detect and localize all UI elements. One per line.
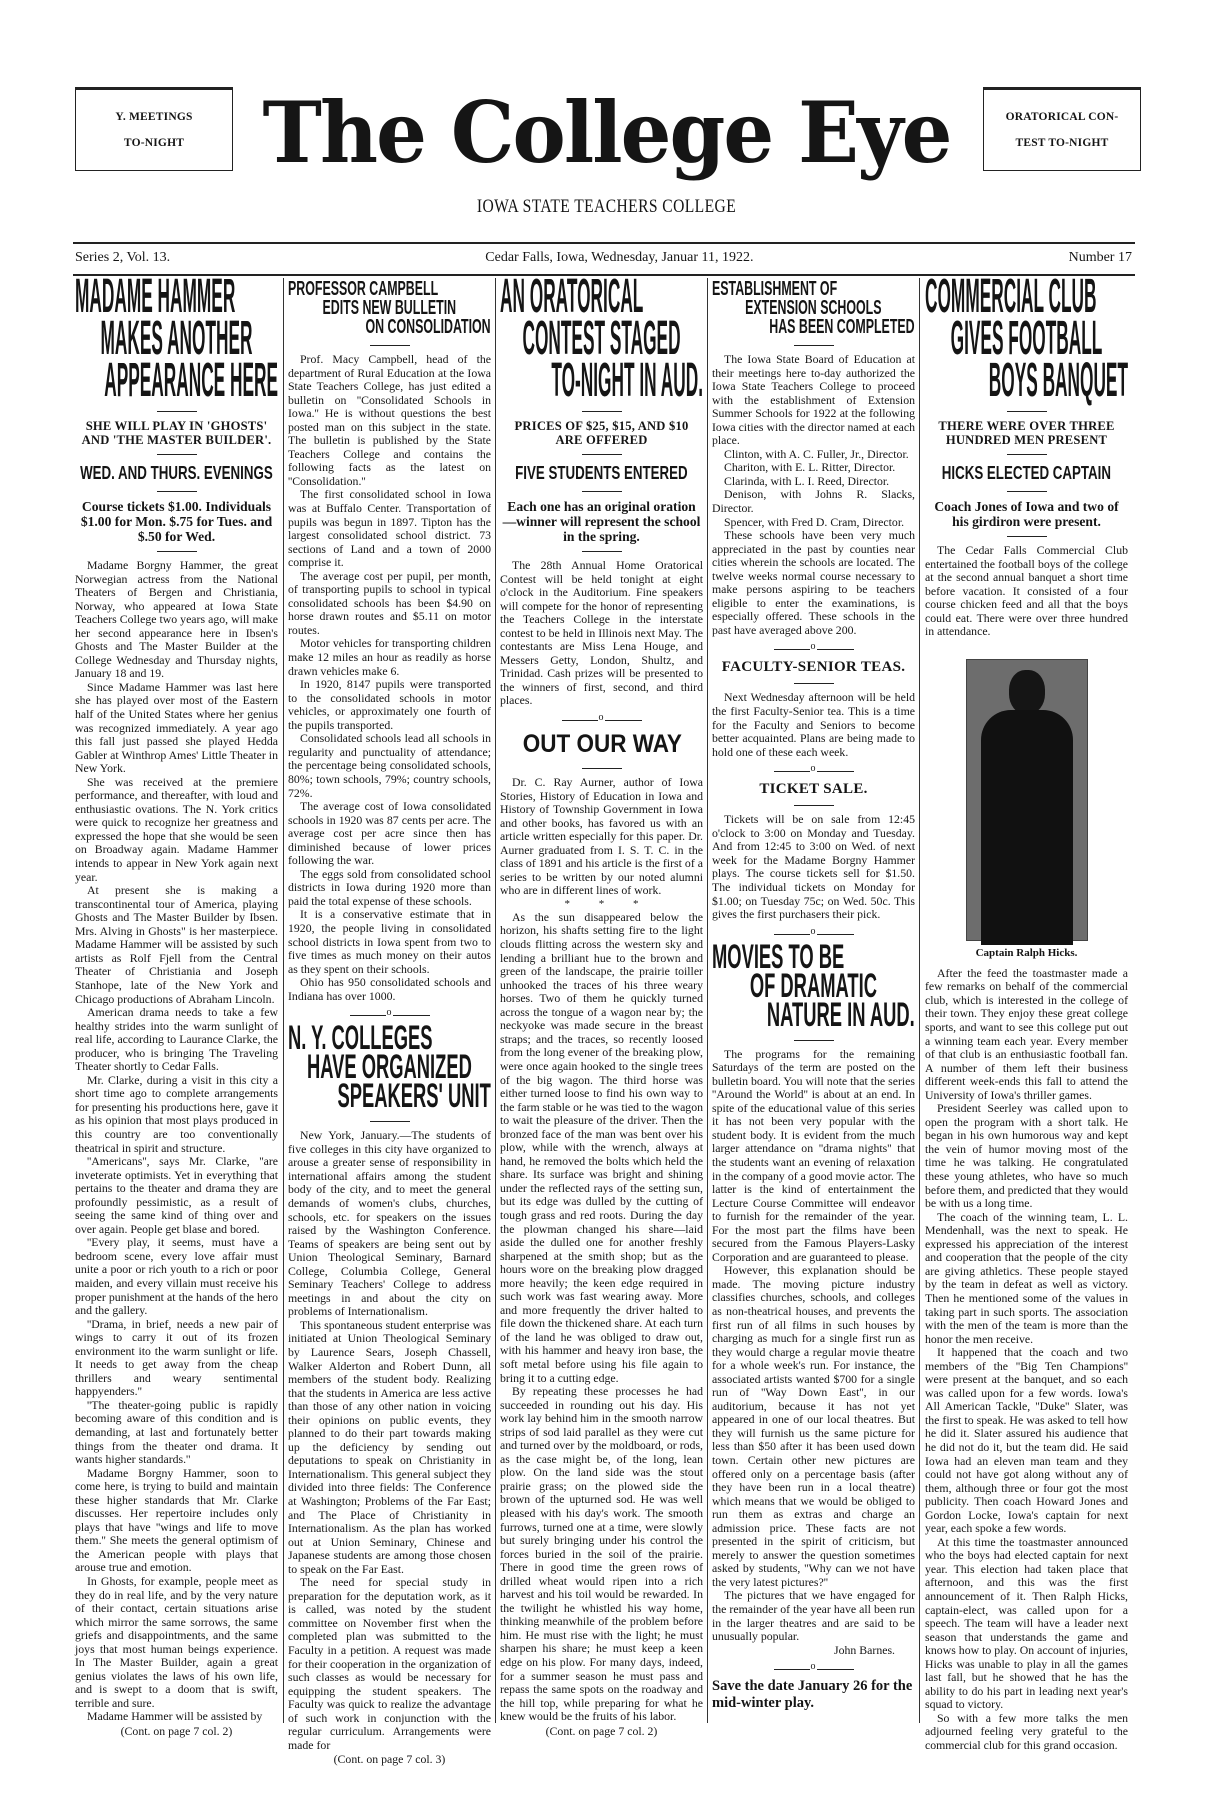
article-paragraph: The need for special study in preparation for the deputation work, as it is called, was noted by the student committee on November first when the completed plan was submitted to the Faculty in a petition. A request was made for their cooperation in the organization of such classes as would be necessary for equipping the student speakers. The Faculty was quick to realize the advantage of such work in conjunction with the regular curriculum. Arrangements were made for	[288, 1575, 491, 1752]
article-paragraph: New York, January.—The students of five colleges in this city have organized to arouse a greater sense of responsibility in international affairs among the student body of the city, and to meet the general demands of women's clubs, churches, schools, etc. for speakers on the issues raised by the Washington Conference. Teams of speakers are being sent out by Union Theological Seminary, Barnard College, Columbia College, General Seminary Teachers' College to address meetings in and about the city on problems of Internationalism.	[288, 1128, 491, 1319]
column-2	[288, 278, 491, 1767]
headline-summary: Course tickets $1.00. Individuals $1.00 for Mon. $.75 for Tues. and $.50 for Wed.	[80, 499, 273, 544]
headline-line: ON CONSOLIDATION	[365, 316, 491, 338]
article-paragraph: Madame Borgny Hammer, the great Norwegian actress from the National Theaters of Bergen and Christiania, Norway, who appeared at Iowa State Teachers College two years ago, will make her second appearance here in Ibsen's Ghosts and The Master Builder at the College Wednesday and Thursday nights, January 18 and 19.	[75, 558, 278, 681]
article-paragraph: ''Every play, it seems, must have a bedroom scene, every love affair must unite a poor or rich youth to a rich or poor maiden, and every villain must receive his proper punishment at the hands of the hero and the gallery.	[75, 1235, 278, 1318]
photo-figure	[925, 659, 1128, 959]
dateline: Cedar Falls, Iowa, Wednesday, Januar 11, 1922.	[485, 250, 754, 265]
headline-line: SPEAKERS' UNIT	[337, 1077, 491, 1116]
article-paragraph: So with a few more talks the men adjourned feeling very grateful to the commercial club for this grand occasion.	[925, 1710, 1128, 1752]
article-paragraph: She was received at the premiere performance, and thereafter, with loud and enthusiastic ovations. The N. York critics were quick to recognize her greatness and expressed the hope that she would be seen on Broadway again. Madame Hammer intends to appear in New York again next year.	[75, 774, 278, 884]
divider-rule	[1007, 454, 1047, 455]
column-3	[500, 270, 704, 1740]
article-paragraph: The first consolidated school in Iowa was at Buffalo Center. Transportation of pupils was begun in 1897. Tipton has the largest consolidated school district. 73 sections of Land and a town of 2000 comprise it.	[288, 487, 491, 570]
article-paragraph: Madame Borgny Hammer, soon to come here, is trying to build and maintain these higher standards that Mr. Clarke discusses. Her repertoire includes only plays that have ''wings and life to move them.'' She meets the general optimism of the American people with plays that arouse true and emotion.	[75, 1465, 278, 1575]
column-1	[75, 270, 279, 1740]
portrait-photo	[966, 659, 1088, 941]
dateline-bar	[75, 250, 1132, 266]
continuation-note: (Cont. on page 7 col. 2)	[120, 1724, 233, 1739]
article-paragraph: Consolidated schools lead all schools in regularity and punctuality of attendance; the percentage being consolidated schools, 80%; town schools, 79%; country schools, 72%.	[288, 731, 491, 800]
headline-deck: THERE WERE OVER THREE HUNDRED MEN PRESENT	[938, 419, 1115, 447]
divider-rule	[794, 1040, 834, 1041]
headline-line: MAKES ANOTHER	[100, 312, 253, 365]
headline-line: N. Y. COLLEGES	[288, 1019, 433, 1058]
section-divider	[350, 1015, 430, 1016]
headline-line: GIVES FOOTBALL	[950, 312, 1103, 365]
column-5	[925, 270, 1129, 1752]
headline-line: AN ORATORICAL	[500, 270, 644, 323]
headline-line: ESTABLISHMENT OF	[712, 278, 838, 300]
article-paragraph: Prof. Macy Campbell, head of the department of Rural Education at the Iowa State Teachers College, has just edited a bulletin on ''Consolidated Schools in Iowa.'' He is without questions the best posted man on this subject in the state. The bulletin is published by the State Teachers College and contains the following facts as the latest on ''Consolidation.''	[288, 352, 491, 488]
section-divider	[774, 649, 854, 650]
masthead-title: The College Eye	[262, 83, 951, 182]
article-paragraph: ''Drama, in brief, needs a new pair of wings to carry it out of its frozen environment ito the warm sunlight or life. It needs to get away from the cheap thrillers and weary sentimental happyenders.''	[75, 1316, 278, 1399]
headline-line: PROFESSOR CAMPBELL	[288, 278, 439, 300]
article-paragraph: This spontaneous student enterprise was initiated at Union Theological Seminary by Laurence Sears, Joseph Chassell, Walker Alderton and Robert Dunn, all members of the student body. Realizing that the students in America are less active than those of any other nation in voicing their opinions on public events, they planned to do their part towards making up the deficiency by sending out deputations to speak on Christianity in Internationalism. This general subject they divided into three fields: The Conference at Washington; Problems of the Far East; and The Place of Christianity in Internationalism. As the plan has worked out at Union Seminary, Chinese and Japanese students are among those chosen to speak on the Far East.	[288, 1317, 491, 1576]
column-divider	[283, 278, 284, 1723]
divider-rule	[157, 491, 197, 492]
headline-summary: Coach Jones of Iowa and two of his girdiron were present.	[934, 499, 1119, 529]
ear-box-right	[983, 87, 1141, 171]
article-paragraph: President Seerley was called upon to open the program with a short talk. He began in his own humorous way and kept the vein of humor moving most of the time he was talking. He congratulated these young athletes, who have so much before them, and predicted that they would be with us a long time.	[925, 1101, 1128, 1211]
series-volume: Series 2, Vol. 13.	[75, 250, 171, 265]
article-paragraph: The average cost of Iowa consolidated schools in 1920 was 87 cents per acre. The average cost per acre since then has diminished because of lower prices following the war.	[288, 799, 491, 868]
article-paragraph: ''The theater-going public is rapidly becoming aware of this condition and is demanding, at last and fortunately better things from the theater ond drama. It wants higher standards.''	[75, 1397, 278, 1467]
article-paragraph: The pictures that we have engaged for the remainder of the year have all been run in the larger theatres and are said to be unusually popular.	[712, 1588, 915, 1644]
headline	[712, 937, 915, 1034]
issue-number: Number 17	[1068, 250, 1132, 265]
headline	[75, 270, 279, 407]
ear-left-line-1: Y. MEETINGS	[115, 111, 193, 123]
article-paragraph: Ohio has 950 consolidated schools and Indiana has over 1000.	[288, 975, 491, 1003]
article-paragraph: The 28th Annual Home Oratorical Contest will be held tonight at eight o'clock in the Auditorium. Fine speakers will compete for the honor of representing the Teachers College in the interstate contest to be held in Illinois next May. The contestants are Miss Lena Houge, and Messers Getty, London, Shultz, and Trinidad. Cash prizes will be presented to the winners of first, second, and third places.	[500, 558, 703, 708]
headline-line: TO-NIGHT IN AUD.	[551, 354, 704, 407]
article-paragraph: Next Wednesday afternoon will be held the first Faculty-Senior tea. This is a time for the Faculty and Seniors to become better acquainted. Plans are being made to hold one of these each week.	[712, 690, 915, 759]
column-4	[712, 280, 915, 1740]
article-paragraph: Motor vehicles for transporting children make 12 miles an hour as readily as horse drawn vehicles make 6.	[288, 636, 491, 678]
divider-rule	[1007, 411, 1047, 412]
article-paragraph: Since Madame Hammer was last here she has played over most of the Eastern half of the United States where her genius was recognized immediately. A year ago this fall just passed she played Hedda Gabler at Winthrop Ames' Little Theater in New York.	[75, 679, 278, 776]
article-paragraph: By repeating these processes he had succeeded in rounding out his day. His work lay behind him in the smooth narrow strips of sod laid parallel as they were cut and turned over by the moldboard, or rods, as the case might be, of the long, lean plow. On the land side was the stout prairie grass; on the plowed side the brown of the upturned sod. He was well pleased with his day's work. The smooth furrows, turned one at a time, were slowly but surely bringing under his control the forces buried in the soil of the prairie. There in good time the green rows of drilled wheat would ripen into a rich harvest and his toil would be rewarded. In the twilight he whistled his way home, thinking meanwhile of the problem before him. He must rise with the light; he must sharpen his share; he must keep a keen edge on his plow. For many days, indeed, for a summer season he must pass and repass the same spots on the roadway and the hill top, while preparing for what he knew would be the fruits of his labor.	[500, 1384, 703, 1724]
divider-rule	[582, 411, 622, 412]
continuation-note: (Cont. on page 7 col. 3)	[333, 1752, 446, 1767]
article-paragraph: Spencer, with Fred D. Cram, Director.	[724, 514, 905, 529]
continuation-note: (Cont. on page 7 col. 2)	[545, 1723, 658, 1738]
ear-box-left	[75, 87, 233, 171]
announcement: Save the date January 26 for the mid-winter play.	[712, 1678, 913, 1712]
divider-rule	[157, 454, 197, 455]
divider-rule	[582, 768, 622, 769]
article-paragraph: As the sun disappeared below the horizon, his shafts setting fire to the light clouds flitting across the western sky and lending a brilliant hue to the brown and green of the landscape, the prairie toiller unhooked the traces of his three weary horses. Two of them he quickly turned across the tongue of a wagon near by; the neckyoke was made secure in the breast straps; and the traces, so recently loosed from the long evener of the breaking plow, were once again hooked to the single trees of the big wagon. The third horse was either turned loose to find his own way to the farm stable or he was tied to the wagon to wait the pleasure of the driver. Then the bronzed face of the man was bent over his plow, while with the wrench, always at hand, he removed the bolts which held the share. Its surface was bright and shining under the reflected rays of the setting sun, but its edge was dulled by the cutting of tough grass and red roots. During the day the plowman changed his share—laid aside the dulled one for another freshly sharpened at the smith shop; but as the hours wore on the breaking plow dragged more heavily; the keen edge required in such work was fast wearing away. More and more frequently the driver halted to file down the thickened share. At each turn of the land he was obliged to draw out, with his hammer and heavy iron base, the soft metal before using his file again to bring it to a cutting edge.	[500, 909, 703, 1385]
headline	[288, 1019, 491, 1116]
photo-caption: Captain Ralph Hicks.	[975, 946, 1078, 959]
headline-line: BOYS BANQUET	[988, 354, 1129, 407]
section-divider	[774, 771, 854, 772]
headline-line: APPEARANCE HERE	[104, 354, 279, 407]
ear-right-line-2: TEST TO-NIGHT	[1015, 137, 1109, 149]
headline	[500, 270, 704, 407]
headline-summary: Each one has an original oration —winner will represent the school in the spring.	[502, 499, 701, 544]
article-paragraph: Mr. Clarke, during a visit in this city a short time ago to complete arrangements for presenting his productions here, gave it as his opinion that most plays produced in this country are too conventionally theatrical in spirit and structure.	[75, 1072, 278, 1155]
photo-body	[981, 710, 1073, 945]
divider-rule	[370, 345, 410, 346]
ear-left-line-2: TO-NIGHT	[123, 137, 185, 149]
headline-line: OF DRAMATIC	[749, 966, 877, 1005]
headline	[288, 280, 491, 338]
subheadline: HICKS ELECTED CAPTAIN	[941, 463, 1112, 483]
headline-line: MOVIES TO BE	[712, 937, 845, 976]
section-divider	[774, 1669, 854, 1670]
column-divider	[707, 278, 708, 1723]
divider-rule	[794, 683, 834, 684]
divider-rule	[582, 454, 622, 455]
article-paragraph: Chariton, with E. L. Ritter, Director.	[724, 460, 896, 475]
article-paragraph: The Iowa State Board of Education at their meetings here to-day authorized the Iowa State Teachers College to proceed with the establishment of Extension Summer Schools for 1922 at the following Iowa cities with the director named at each place.	[712, 352, 915, 448]
article-paragraph: After the feed the toastmaster made a few remarks on behalf of the commercial club, which is interested in the college of their town. They enjoy these great college sports, and want to see this college put out a winning team each year. Every member of that club is an enthusiastic football fan. A number of them left their business different week-ends this fall to attend the University of Iowa's thriller games.	[925, 965, 1128, 1102]
article-paragraph: In 1920, 8147 pupils were transported to the consolidated schools in motor vehicles, or approximately one fourth of the pupils transported.	[288, 677, 491, 732]
article-paragraph: The Cedar Falls Commercial Club entertained the football boys of the college at the second annual banquet a short time before vacation. It consisted of a four course chicken feed and all that the boys could eat. There were over three hundred in attendance.	[925, 543, 1128, 639]
divider-rule	[370, 1121, 410, 1122]
article-paragraph: ''Americans'', says Mr. Clarke, ''are inveterate optimists. Yet in everything that pertains to the theater and drama they are profoundly pessimistic, as a result of seeing the same kind of thing over and over again. People get blase and bored.	[75, 1154, 278, 1236]
column-divider	[495, 278, 496, 1723]
article-paragraph: In Ghosts, for example, people meet as they do in real life, and by the very nature of their contact, certain situations arise which mirror the same sorrows, the same griefs and disappointments, and the same joys that most human beings experience. In The Master Builder, again a great genius violates the laws of his own life, and is swept to a doom that is swift, terrible and sure.	[75, 1574, 278, 1710]
section-divider	[774, 934, 854, 935]
ear-right-line-1: ORATORICAL CON-	[1005, 111, 1119, 123]
headline-line: COMMERCIAL CLUB	[925, 270, 1097, 323]
headline-line: EXTENSION SCHOOLS	[745, 297, 882, 319]
divider-rule	[794, 345, 834, 346]
headline-line: CONTEST STAGED	[522, 312, 681, 365]
article-paragraph: Madame Hammer will be assisted by	[87, 1709, 263, 1724]
headline-deck: SHE WILL PLAY IN 'GHOSTS' AND 'THE MASTER BUILDER'.	[81, 419, 272, 447]
divider-rule	[157, 411, 197, 412]
divider-rule	[582, 491, 622, 492]
headline-line: EDITS NEW BULLETIN	[322, 297, 457, 319]
article-paragraph: Clarinda, with L. I. Reed, Director.	[724, 473, 890, 488]
subheadline: WED. AND THURS. EVENINGS	[80, 463, 273, 483]
headline-line: OUT OUR WAY	[522, 730, 682, 759]
section-headline: TICKET SALE.	[759, 781, 868, 798]
article-paragraph: The coach of the winning team, L. L. Mendenhall, was the next to speak. He expressed his appreciation of the interest and cooperation that the people of the city are giving athletics. These people stayed by the team in defeat as well as victory. Then he mentioned some of the values in taking part in such sports. The association with the men of the team is more than the honor the men receive.	[925, 1209, 1128, 1346]
headline-deck: PRICES OF $25, $15, AND $10 ARE OFFERED	[514, 419, 689, 447]
headline	[925, 270, 1129, 407]
article-paragraph: Tickets will be on sale from 12:45 o'clock to 3:00 on Monday and Tuesday. And from 12:45 to 3:00 on Wed. of next week for the Madame Borgny Hammer plays. The course tickets sell for $1.50. The individual tickets on Monday for $1.00; on Tuesday 75c; on Wed. 50c. This gives the first purchasers their pick.	[712, 812, 915, 922]
article-paragraph: The eggs sold from consolidated school districts in Iowa during 1920 more than paid the total expense of these schools.	[288, 866, 491, 908]
section-headline: FACULTY-SENIOR TEAS.	[721, 659, 906, 676]
masthead-subtitle: IOWA STATE TEACHERS COLLEGE	[476, 196, 737, 217]
article-paragraph: It is a conservative estimate that in 1920, the people living in consolidated school districts in Iowa spent from two to five times as much money on their autos as they spent on their schools.	[288, 907, 491, 976]
article-paragraph: Denison, with Johns R. Slacks, Director.	[712, 487, 915, 516]
subheadline: FIVE STUDENTS ENTERED	[515, 463, 688, 483]
article-paragraph: Dr. C. Ray Aurner, author of Iowa Stories, History of Education in Iowa and History of Township Government in Iowa and other books, has favored us with an article written especially for this paper. Dr. Aurner graduated from I. S. T. C. in the class of 1891 and his article is the first of a series to be written by our noted alumni who are in different lines of work.	[500, 775, 703, 898]
article-paragraph: American drama needs to take a few healthy strides into the warm sunlight of real life, according to Laurance Clarke, the producer, who is bringing The Traveling Theater shortly to Cedar Falls.	[75, 1005, 278, 1074]
headline-line: HAS BEEN COMPLETED	[769, 316, 915, 338]
headline-line: MADAME HAMMER	[75, 270, 236, 323]
divider-rule	[794, 805, 834, 806]
divider-rule	[1007, 491, 1047, 492]
divider-rule	[582, 551, 622, 552]
section-break: * * *	[564, 897, 639, 910]
article-paragraph: At present she is making a transcontinental tour of America, playing Ghosts and The Master Builder by Ibsen. Mrs. Alving in Ghosts" is her masterpiece. Madame Hammer will be assisted by such artists as Rolf Fjell from the Central Theater of Christiania and Joseph Stanhope, late of the New York and Chicago productions of Abraham Lincoln.	[75, 883, 278, 1006]
divider-rule	[1007, 536, 1047, 537]
article-paragraph: It happened that the coach and two members of the ''Big Ten Champions'' were present at the banquet, and so each was called upon for a few words. Iowa's All American Tackle, ''Duke'' Slater, was the first to speak. He was asked to tell how he did it. Slater assured his audience that he did not do it, but the team did. He said Iowa had an eleven man team and they could not have got along without any of them, although three or four got the most publicity. Then coach Howard Jones and Gordon Locke, Iowa's captain for next year, each spoke a few words.	[925, 1345, 1128, 1536]
article-paragraph: Clinton, with A. C. Fuller, Jr., Director.	[724, 446, 909, 461]
article-paragraph: The programs for the remaining Saturdays of the term are posted on the bulletin board. You will note that the series ''Around the World'' is about at an end. In spite of the educational value of this series it has not been very popular with the student body. It is evident from the much larger attendance on ''drama nights'' that the students want an evening of relaxation in the company of a good movie actor. The latter is the kind of entertainment the Lecture Course Committee will endeavor to furnish for the remainder of the year. For the most part the films have been secured from the Famous Players-Lasky Corporation and are guaranteed to please.	[712, 1046, 915, 1264]
headline-line: HAVE ORGANIZED	[306, 1048, 472, 1087]
headline-line: NATURE IN AUD.	[766, 995, 915, 1034]
article-paragraph: However, this explanation should be made. The moving picture industry classifies churches, schools, and colleges as non-theatrical houses, and prevents the first run of all films in such houses by charging as much for a single first run as they would charge a regular movie theatre for a whole week's run. For instance, the associated artists wanted $700 for a single run of ''Way Down East'', in our auditorium, because it has not yet appeared in one of our local theatres. But they will furnish us the same picture for less than $50 after it has been used down town. Certain other new pictures are offered only on a percentage basis (after they have been run in a local theatre) which means that we would be obliged to run them as extras and charge an admission price. These facts are not presented in the spirit of criticism, but merely to answer the question sometimes asked by students, ''Why can we not have the very latest pictures?''	[712, 1263, 915, 1589]
photo-head	[1009, 670, 1045, 714]
divider-rule	[157, 551, 197, 552]
section-divider	[562, 720, 642, 721]
column-divider	[919, 278, 920, 1723]
author-signature: John Barnes.	[834, 1642, 895, 1657]
article-paragraph: These schools have been very much appreciated in the past by counties near cities wherein the schools are located. The twelve weeks normal course necessary to make persons aspiring to be teachers eligible to enter the examinations, is especially offered. These schools in the past have averaged above 200.	[712, 528, 915, 637]
headline	[712, 280, 915, 338]
headline	[500, 729, 705, 761]
masthead-rule-top	[73, 242, 1135, 244]
article-paragraph: The average cost per pupil, per month, of transporting pupils to school in typical consolidated schools has been $4.90 on horse drawn routes and $5.11 on motor routes.	[288, 568, 491, 637]
article-paragraph: At this time the toastmaster announced who the boys had elected captain for next year. This election had taken place that afternoon, and this was the first announcement of it. Then Ralph Hicks, captain-elect, was called upon for a speech. The team will have a leader next season that understands the game and knows how to play. On account of injuries, Hicks was unable to play in all the games last fall, but he showed that he has the ability to do his part in leading next year's squad to victory.	[925, 1534, 1128, 1712]
